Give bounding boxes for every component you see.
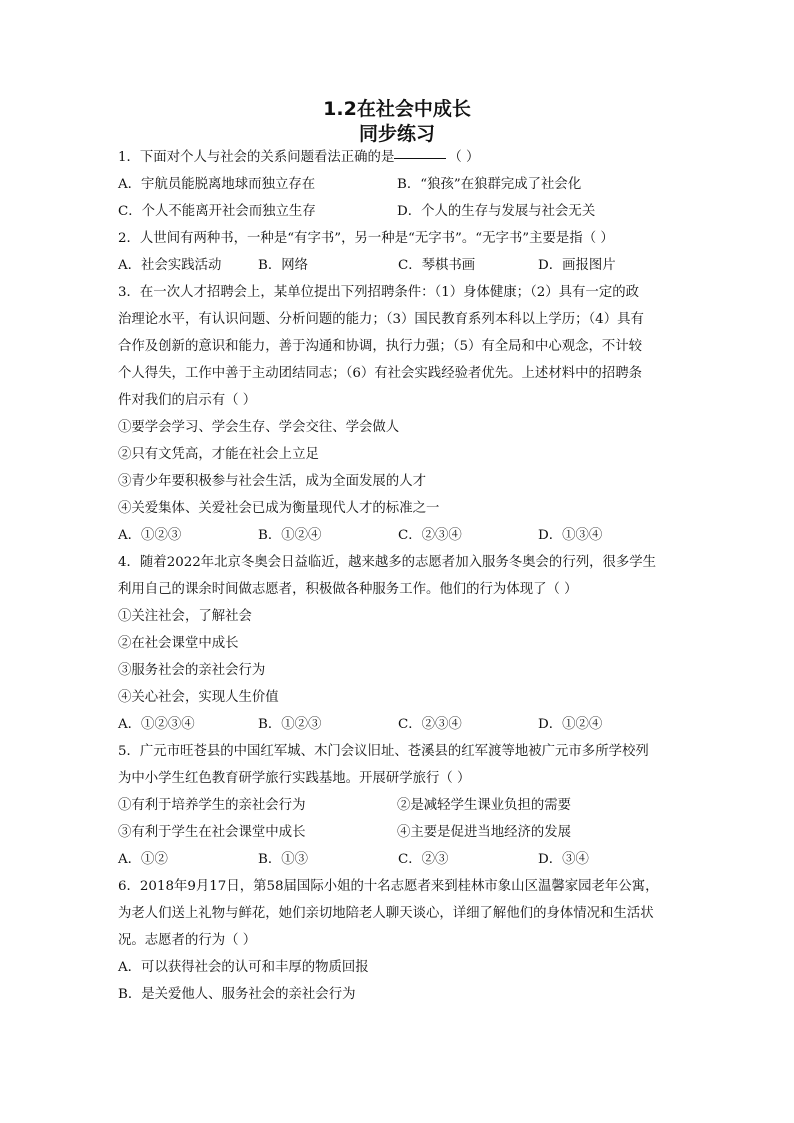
text-line [118, 873, 678, 900]
answer-option: A．宇航员能脱离地球而独立存在 [118, 177, 316, 192]
line-text: 治理论水平，有认识问题、分析问题的能力；（3）国民教育系列本科以上学历；（4）具有 [118, 312, 644, 327]
text-line [118, 387, 678, 414]
text-line [118, 576, 678, 603]
text-line [118, 900, 678, 927]
text-line [118, 414, 678, 441]
answer-option: C．个人不能离开社会而独立生存 [118, 204, 316, 219]
answer-option: D．①③④ [538, 528, 603, 543]
line-text: ①关注社会，了解社会 [118, 609, 252, 624]
text-line [118, 441, 678, 468]
line-text: ②只有文凭高，才能在社会上立足 [118, 447, 319, 462]
answer-option: B．①②④ [258, 528, 322, 543]
line-text: B．是关爱他人、服务社会的亲社会行为 [118, 987, 356, 1002]
answer-parens: （ ） [448, 150, 480, 165]
text-line [118, 981, 678, 1008]
answer-option: C．②③ [398, 852, 449, 867]
text-line [118, 360, 678, 387]
line-text: A．可以获得社会的认可和丰厚的物质回报 [118, 960, 369, 975]
text-line [118, 603, 678, 630]
answer-option: B．网络 [258, 258, 309, 273]
line-text: 2．人世间有两种书，一种是“有字书”，另一种是“无字书”。“无字书”主要是指（ ） [118, 231, 614, 246]
text-line [118, 630, 678, 657]
answer-option: C．②③④ [398, 528, 462, 543]
line-text: ④关爱集体、关爱社会已成为衡量现代人才的标准之一 [118, 501, 440, 516]
option-row [118, 846, 678, 873]
text-line [118, 549, 678, 576]
line-text: 况。志愿者的行为（ ） [118, 933, 257, 948]
text-line [118, 144, 678, 171]
line-text: 为中小学生红色教育研学旅行实践基地。开展研学旅行（ ） [118, 771, 471, 786]
answer-option: A．①②③④ [118, 717, 195, 732]
answer-option: ④主要是促进当地经济的发展 [397, 825, 572, 840]
answer-option: D．①②④ [538, 717, 603, 732]
text-line [118, 279, 678, 306]
answer-option: ②是减轻学生课业负担的需要 [397, 798, 572, 813]
answer-option: ③有利于学生在社会课堂中成长 [118, 825, 306, 840]
line-text: 件对我们的启示有（ ） [118, 393, 257, 408]
line-text: ①要学会学习、学会生存、学会交往、学会做人 [118, 420, 400, 435]
line-text: ②在社会课堂中成长 [118, 636, 239, 651]
line-text: 5．广元市旺苍县的中国红军城、木门会议旧址、苍溪县的红军渡等地被广元市多所学校列 [118, 744, 649, 759]
answer-option: A．①②③ [118, 528, 182, 543]
answer-option: B．①③ [258, 852, 309, 867]
text-line [118, 306, 678, 333]
option-row [118, 198, 678, 225]
page-subtitle: 同步练习 [358, 123, 435, 145]
text-line [118, 927, 678, 954]
text-line [118, 495, 678, 522]
line-text: ③服务社会的亲社会行为 [118, 663, 266, 678]
option-row [118, 819, 678, 846]
line-text: 为老人们送上礼物与鲜花，她们亲切地陪老人聊天谈心，详细了解他们的身体情况和生活状 [118, 906, 654, 921]
line-text: 个人得失，工作中善于主动团结同志；（6）有社会实践经验者优先。上述材料中的招聘条 [118, 366, 643, 381]
answer-option: A．社会实践活动 [118, 258, 222, 273]
text-line [118, 684, 678, 711]
text-line [118, 657, 678, 684]
question-list [118, 144, 678, 1008]
text-line [118, 468, 678, 495]
line-text: 利用自己的课余时间做志愿者，积极做各种服务工作。他们的行为体现了（ ） [118, 582, 578, 597]
answer-option: D．画报图片 [538, 258, 616, 273]
text-line [118, 738, 678, 765]
line-text: ④关心社会，实现人生价值 [118, 690, 279, 705]
option-row [118, 792, 678, 819]
line-text: 3．在一次人才招聘会上，某单位提出下列招聘条件：（1）身体健康；（2）具有一定的政 [118, 285, 639, 300]
page-title: 1.2在社会中成长 [323, 98, 471, 120]
answer-blank[interactable] [394, 144, 446, 159]
line-text: ③青少年要积极参与社会生活，成为全面发展的人才 [118, 474, 426, 489]
answer-option: C．琴棋书画 [398, 258, 476, 273]
line-text: 6．2018年9月17日，第58届国际小姐的十名志愿者来到桂林市象山区温馨家园老年公寓， [118, 879, 659, 894]
text-line [118, 954, 678, 981]
answer-option: ①有利于培养学生的亲社会行为 [118, 798, 306, 813]
line-text: 4．随着2022年北京冬奥会日益临近，越来越多的志愿者加入服务冬奥会的行列，很多学生 [118, 555, 657, 570]
answer-option: B．①②③ [258, 717, 322, 732]
option-row [118, 171, 678, 198]
line-text: 合作及创新的意识和能力，善于沟通和协调，执行力强；（5）有全局和中心观念，不计较 [118, 339, 643, 354]
answer-option: A．①② [118, 852, 168, 867]
answer-option: B．“狼孩”在狼群完成了社会化 [397, 177, 582, 192]
line-text: 1．下面对个人与社会的关系问题看法正确的是 [118, 150, 395, 165]
option-row [118, 522, 678, 549]
option-row [118, 252, 678, 279]
text-line [118, 333, 678, 360]
text-line [118, 765, 678, 792]
text-line [118, 225, 678, 252]
answer-option: C．②③④ [398, 717, 462, 732]
answer-option: D．③④ [538, 852, 589, 867]
answer-option: D．个人的生存与发展与社会无关 [397, 204, 596, 219]
option-row [118, 711, 678, 738]
